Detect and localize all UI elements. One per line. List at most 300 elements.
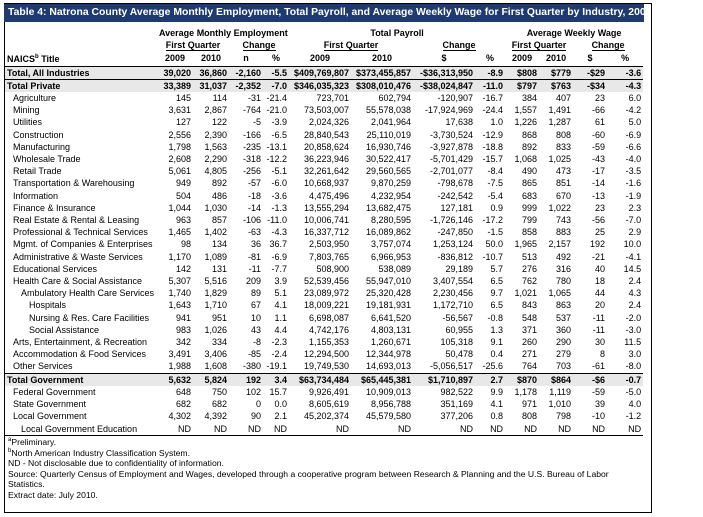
cell-p09: 2,024,326 <box>308 117 350 128</box>
cell-en: -18 <box>247 190 261 201</box>
cell-w09: 808 <box>522 411 538 422</box>
industry-title: Ambulatory Health Care Services <box>21 288 155 299</box>
cell-e10: 1,402 <box>204 227 227 238</box>
table-row <box>5 336 643 348</box>
table-row <box>5 66 643 79</box>
cell-w09: 892 <box>522 141 538 152</box>
cell-p10: 4,232,954 <box>370 190 412 201</box>
cell-w09: 865 <box>522 178 538 189</box>
cell-wd: -$34 <box>573 79 607 92</box>
cell-wp: -4.0 <box>625 154 642 165</box>
header-wage-first-quarter: First Quarter <box>511 40 567 51</box>
cell-pp: ND <box>475 423 505 436</box>
cell-e10: 114 <box>212 93 227 104</box>
cell-w10: 2,157 <box>548 239 572 250</box>
cell-wp: -3.6 <box>607 66 643 79</box>
cell-w09: 371 <box>522 324 538 335</box>
cell-pd: -5,701,429 <box>429 154 474 165</box>
cell-w10: 743 <box>556 215 572 226</box>
cell-e09: 4,302 <box>168 411 191 422</box>
cell-wp: 4.0 <box>628 399 642 410</box>
table-row <box>5 251 643 263</box>
cell-p10: ND <box>351 423 413 436</box>
cell-w10: 407 <box>556 93 572 104</box>
cell-e09: 504 <box>175 190 191 201</box>
cell-p09: 10,668,937 <box>303 178 350 189</box>
col-wage-change-pct: % <box>607 51 643 66</box>
cell-e10: 857 <box>211 215 227 226</box>
cell-pd: -2,701,077 <box>429 166 474 177</box>
cell-e09: 127 <box>175 117 191 128</box>
cell-wp: -8.0 <box>625 361 642 372</box>
cell-en: -235 <box>242 141 261 152</box>
industry-title: Nursing & Res. Care Facilities <box>29 312 150 323</box>
cell-p09: $409,769,807 <box>289 66 351 79</box>
cell-p10: $65,445,381 <box>351 373 413 386</box>
cell-pp: -5.4 <box>487 190 504 201</box>
cell-p10: 1,260,671 <box>370 337 412 348</box>
table-row <box>5 263 643 275</box>
cell-ep: -5.5 <box>263 66 289 79</box>
cell-pp: -8.9 <box>475 66 505 79</box>
cell-ep: -1.3 <box>271 202 288 213</box>
industry-title: Finance & Insurance <box>13 202 96 213</box>
cell-p09: 10,006,741 <box>303 215 350 226</box>
cell-e10: 1,710 <box>204 300 227 311</box>
cell-wp: -1.2 <box>625 411 642 422</box>
table-row <box>5 153 643 165</box>
col-pay-change-dollar: $ <box>413 51 475 66</box>
cell-w09: 858 <box>522 227 538 238</box>
cell-en: ND <box>229 423 263 436</box>
cell-w10: 316 <box>556 263 572 274</box>
industry-title: Mgmt. of Companies & Enterprises <box>13 239 153 250</box>
cell-wp: -4.1 <box>625 251 642 262</box>
table-row <box>5 92 643 104</box>
cell-w09: $797 <box>505 79 539 92</box>
cell-w10: 670 <box>556 190 572 201</box>
cell-w09: 868 <box>522 129 538 140</box>
cell-wd: 40 <box>595 263 606 274</box>
cell-e09: 949 <box>175 178 191 189</box>
cell-p09: $63,734,484 <box>289 373 351 386</box>
cell-wd: -14 <box>592 178 606 189</box>
cell-p09: 7,803,765 <box>308 251 350 262</box>
industry-title: Hospitals <box>29 300 67 311</box>
cell-en: 209 <box>245 276 261 287</box>
cell-e09: 1,044 <box>168 202 191 213</box>
cell-e10: 31,037 <box>193 79 229 92</box>
cell-e10: 486 <box>211 190 227 201</box>
cell-e09: 963 <box>175 215 191 226</box>
cell-w09: 683 <box>522 190 538 201</box>
cell-en: -81 <box>247 251 261 262</box>
cell-w09: 276 <box>522 263 538 274</box>
cell-p10: 19,181,931 <box>365 300 412 311</box>
cell-w09: 764 <box>522 361 538 372</box>
cell-p10: 10,909,013 <box>365 386 412 397</box>
industry-title: Total Private <box>5 79 157 92</box>
cell-e09: 98 <box>180 239 191 250</box>
cell-e09: 941 <box>175 312 191 323</box>
cell-pp: -17.2 <box>482 215 504 226</box>
cell-pd: 1,172,710 <box>432 300 474 311</box>
table-row <box>5 190 643 202</box>
cell-wp: ND <box>607 423 643 436</box>
cell-wp: 4.3 <box>628 288 642 299</box>
cell-e10: 750 <box>211 386 227 397</box>
industry-title: Local Government Education <box>5 423 157 436</box>
cell-w10: 780 <box>556 276 572 287</box>
cell-w10: $763 <box>539 79 573 92</box>
cell-wd: 18 <box>595 276 606 287</box>
table-row <box>5 423 643 436</box>
cell-e09: 2,608 <box>168 154 191 165</box>
cell-pp: 9.7 <box>490 288 504 299</box>
cell-p09: 16,337,712 <box>303 227 350 238</box>
cell-wd: -60 <box>592 129 606 140</box>
cell-wp: 2.4 <box>628 300 642 311</box>
industry-title: Total Government <box>5 373 157 386</box>
cell-en: 192 <box>229 373 263 386</box>
cell-pd: -3,927,878 <box>429 141 474 152</box>
cell-e10: 892 <box>211 178 227 189</box>
cell-w10: 1,119 <box>549 386 572 397</box>
cell-w10: 360 <box>556 324 572 335</box>
cell-pp: -16.7 <box>482 93 504 104</box>
cell-p09: 19,749,530 <box>303 361 350 372</box>
table-row <box>5 214 643 226</box>
cell-wd: 8 <box>600 349 606 360</box>
industry-title: Construction <box>13 129 64 140</box>
cell-wp: -5.0 <box>625 386 642 397</box>
industry-title: Real Estate & Rental & Leasing <box>13 215 140 226</box>
cell-p10: 13,682,475 <box>365 202 412 213</box>
col-pay-2009: 2009 <box>289 51 351 66</box>
cell-w09: 762 <box>522 276 538 287</box>
cell-wd: -21 <box>592 251 606 262</box>
cell-e10: 2,867 <box>204 105 227 116</box>
footnote-nd: ND - Not disclosable due to confidentiality of information. <box>8 458 224 468</box>
table-row <box>5 287 643 299</box>
header-emp-change: Change <box>242 40 276 51</box>
col-emp-2010: 2010 <box>193 51 229 66</box>
industry-title: Utilities <box>13 117 43 128</box>
cell-wp: 5.0 <box>628 117 642 128</box>
cell-wp: -1.6 <box>625 178 642 189</box>
cell-pd: 2,230,456 <box>432 288 474 299</box>
cell-w09: 1,226 <box>514 117 538 128</box>
cell-p10: 30,522,417 <box>365 154 412 165</box>
cell-wd: 20 <box>595 300 606 311</box>
cell-w10: 1,065 <box>548 288 572 299</box>
cell-p09: 20,858,624 <box>303 141 350 152</box>
cell-ep: 4.4 <box>274 324 288 335</box>
cell-w10: 1,022 <box>548 202 572 213</box>
cell-wp: -1.9 <box>625 190 642 201</box>
cell-w10: 883 <box>556 227 572 238</box>
cell-w09: 548 <box>522 312 538 323</box>
cell-p09: 13,555,294 <box>303 202 350 213</box>
cell-pd: -798,678 <box>437 178 474 189</box>
cell-p09: 18,009,221 <box>303 300 350 311</box>
cell-p09: 6,698,087 <box>308 312 350 323</box>
table-row <box>5 373 643 386</box>
col-wage-2009: 2009 <box>505 51 539 66</box>
cell-pd: -247,850 <box>437 227 474 238</box>
cell-wp: 11.5 <box>624 337 642 348</box>
cell-p09: ND <box>289 423 351 436</box>
cell-w09: 1,021 <box>514 288 538 299</box>
table-row <box>5 79 643 92</box>
cell-p09: 4,475,496 <box>308 190 350 201</box>
cell-pd: 1,253,124 <box>432 239 474 250</box>
header-row-columns <box>5 51 643 66</box>
cell-ep: 36.7 <box>269 239 288 250</box>
cell-pp: 50.0 <box>485 239 504 250</box>
cell-w10: 851 <box>556 178 572 189</box>
cell-pp: 1.0 <box>490 117 504 128</box>
cell-wd: 23 <box>595 93 606 104</box>
cell-en: -166 <box>242 129 261 140</box>
cell-e10: 2,290 <box>204 154 227 165</box>
header-payroll: Total Payroll <box>370 28 424 38</box>
cell-wp: -4.3 <box>607 79 643 92</box>
cell-p09: 9,926,491 <box>308 386 350 397</box>
table-row <box>5 238 643 250</box>
cell-w10: 537 <box>556 312 572 323</box>
cell-ep: -3.9 <box>271 117 288 128</box>
table-body <box>5 66 643 435</box>
col-pay-2010: 2010 <box>351 51 413 66</box>
cell-ep: -2.4 <box>271 349 288 360</box>
cell-wd: 44 <box>595 288 606 299</box>
cell-en: -31 <box>247 93 261 104</box>
cell-wp: 2.3 <box>628 202 642 213</box>
cell-ep: -7.7 <box>271 263 288 274</box>
cell-p09: 36,223,946 <box>303 154 350 165</box>
header-row-sub <box>5 39 643 51</box>
cell-p09: 508,900 <box>316 263 350 274</box>
cell-e10: 5,516 <box>204 276 227 287</box>
cell-wp: 10.0 <box>623 239 642 250</box>
cell-wd: 23 <box>595 202 606 213</box>
cell-p10: 6,641,520 <box>370 312 412 323</box>
cell-pd: -836,812 <box>437 251 474 262</box>
cell-ep: -5.1 <box>271 166 288 177</box>
cell-en: -63 <box>247 227 261 238</box>
cell-e10: 36,860 <box>193 66 229 79</box>
cell-e09: ND <box>157 423 193 436</box>
cell-w10: $779 <box>539 66 573 79</box>
cell-p09: 12,294,500 <box>303 349 350 360</box>
cell-e09: 5,061 <box>168 166 191 177</box>
cell-pd: 50,478 <box>445 349 474 360</box>
cell-ep: 1.1 <box>274 312 288 323</box>
cell-wd: 39 <box>595 399 606 410</box>
footnote-source: Source: Quarterly Census of Employment and Wages, developed through a cooperative program between Research & Planning and the U.S. Bureau of Labor Statistics. <box>8 468 609 489</box>
table-row <box>5 165 643 177</box>
cell-en: -764 <box>242 105 261 116</box>
cell-p09: 4,742,176 <box>308 324 350 335</box>
table-row <box>5 129 643 141</box>
cell-ep: 3.4 <box>263 373 289 386</box>
cell-wp: -4.2 <box>625 105 642 116</box>
cell-wd: 25 <box>595 227 606 238</box>
cell-ep: 3.9 <box>274 276 288 287</box>
header-pay-change: Change <box>442 40 476 51</box>
cell-p10: $308,010,476 <box>351 79 413 92</box>
cell-pp: 5.7 <box>490 263 504 274</box>
cell-pd: 982,522 <box>440 386 474 397</box>
industry-title: Local Government <box>13 411 87 422</box>
cell-pp: -10.7 <box>482 251 504 262</box>
cell-wd: -11 <box>592 312 606 323</box>
cell-pp: 0.8 <box>490 411 504 422</box>
cell-w10: 492 <box>556 251 572 262</box>
cell-wd: -13 <box>592 190 606 201</box>
cell-en: 36 <box>250 239 261 250</box>
cell-pd: -5,056,517 <box>429 361 474 372</box>
cell-e09: 983 <box>175 324 191 335</box>
table-row <box>5 226 643 238</box>
cell-e09: 1,988 <box>168 361 191 372</box>
cell-e09: 39,020 <box>157 66 193 79</box>
cell-pd: 377,206 <box>440 411 474 422</box>
industry-title: Health Care & Social Assistance <box>13 276 143 287</box>
cell-e09: 33,389 <box>157 79 193 92</box>
header-wage-change: Change <box>591 40 625 51</box>
footnote-a: $^a$Preliminary. <box>8 437 57 447</box>
cell-e09: 3,631 <box>168 105 191 116</box>
cell-pd: -17,924,969 <box>424 105 474 116</box>
cell-ep: -21.4 <box>266 93 288 104</box>
cell-pp: 6.5 <box>490 276 504 287</box>
cell-wd: ND <box>573 423 607 436</box>
cell-w09: 260 <box>522 337 538 348</box>
cell-pd: 60,955 <box>445 324 474 335</box>
industry-title: Manufacturing <box>13 141 71 152</box>
cell-pp: -18.8 <box>482 141 504 152</box>
cell-pd: 105,318 <box>440 337 474 348</box>
cell-e10: 1,608 <box>204 361 227 372</box>
cell-w10: 1,491 <box>548 105 572 116</box>
footnote-b: $^b$North American Industry Classification System. <box>8 447 190 458</box>
cell-en: 67 <box>250 300 261 311</box>
table-row <box>5 177 643 189</box>
cell-ep: -6.5 <box>271 129 288 140</box>
cell-pd: -3,730,524 <box>429 129 474 140</box>
cell-wd: -$29 <box>573 66 607 79</box>
cell-w09: 1,178 <box>514 386 538 397</box>
col-emp-change-n: n <box>229 51 263 66</box>
cell-w10: 1,010 <box>548 399 572 410</box>
industry-title: Federal Government <box>13 386 96 397</box>
cell-wp: -7.0 <box>625 215 642 226</box>
industry-title: Administrative & Waste Services <box>13 251 143 262</box>
cell-p10: $373,455,857 <box>351 66 413 79</box>
cell-w10: ND <box>539 423 573 436</box>
cell-ep: 4.1 <box>274 300 288 311</box>
cell-pp: 4.1 <box>490 399 504 410</box>
cell-e10: 682 <box>211 399 227 410</box>
cell-p10: 16,930,746 <box>365 141 412 152</box>
cell-ep: -6.9 <box>271 251 288 262</box>
data-table <box>5 27 643 436</box>
cell-en: -380 <box>242 361 261 372</box>
cell-pd: $1,710,897 <box>413 373 475 386</box>
cell-e09: 1,643 <box>168 300 191 311</box>
cell-en: -14 <box>247 202 261 213</box>
cell-en: -57 <box>247 178 261 189</box>
cell-pp: 6.5 <box>490 300 504 311</box>
cell-e10: 1,026 <box>204 324 227 335</box>
cell-w09: 1,068 <box>514 154 538 165</box>
cell-w10: 863 <box>556 300 572 311</box>
cell-e10: 1,563 <box>204 141 227 152</box>
industry-title: Mining <box>13 105 40 116</box>
cell-p10: 29,560,565 <box>365 166 412 177</box>
cell-e09: 145 <box>175 93 191 104</box>
industry-title: Educational Services <box>13 263 98 274</box>
cell-en: 90 <box>250 411 261 422</box>
cell-pp: 9.1 <box>490 337 504 348</box>
cell-wd: -10 <box>592 411 606 422</box>
cell-en: -85 <box>247 349 261 360</box>
cell-wd: -59 <box>592 141 606 152</box>
cell-e09: 342 <box>175 337 191 348</box>
cell-w09: 843 <box>522 300 538 311</box>
cell-en: 102 <box>245 386 261 397</box>
col-wage-2010: 2010 <box>539 51 573 66</box>
cell-pp: -0.8 <box>487 312 504 323</box>
cell-en: 0 <box>255 399 261 410</box>
cell-w09: 384 <box>522 93 538 104</box>
cell-p10: 3,757,074 <box>370 239 412 250</box>
footnotes <box>8 437 644 500</box>
cell-w10: $864 <box>539 373 573 386</box>
cell-wd: -66 <box>592 105 606 116</box>
table-row <box>5 141 643 153</box>
cell-en: -2,352 <box>229 79 263 92</box>
cell-ep: -4.3 <box>271 227 288 238</box>
cell-e10: 1,089 <box>204 251 227 262</box>
cell-w09: 999 <box>522 202 538 213</box>
cell-pp: -25.6 <box>482 361 504 372</box>
industry-title: Social Assistance <box>29 324 100 335</box>
cell-ep: ND <box>263 423 289 436</box>
cell-pp: 9.9 <box>490 386 504 397</box>
cell-w09: 1,557 <box>514 105 538 116</box>
cell-en: 10 <box>250 312 261 323</box>
cell-wd: -11 <box>592 324 606 335</box>
cell-p10: 55,578,038 <box>365 105 412 116</box>
table-row <box>5 202 643 214</box>
header-wage: Average Weekly Wage <box>526 28 622 38</box>
industry-title: Information <box>13 190 59 201</box>
cell-en: 89 <box>250 288 261 299</box>
cell-pd: -$38,024,847 <box>413 79 475 92</box>
cell-e09: 3,491 <box>168 349 191 360</box>
cell-pp: -8.4 <box>487 166 504 177</box>
header-pay-first-quarter: First Quarter <box>323 40 379 51</box>
cell-e10: 2,390 <box>204 129 227 140</box>
cell-wp: 14.5 <box>623 263 642 274</box>
cell-pd: ND <box>413 423 475 436</box>
cell-e10: 134 <box>211 239 227 250</box>
cell-pd: 127,181 <box>440 202 474 213</box>
cell-wp: 3.0 <box>628 349 642 360</box>
